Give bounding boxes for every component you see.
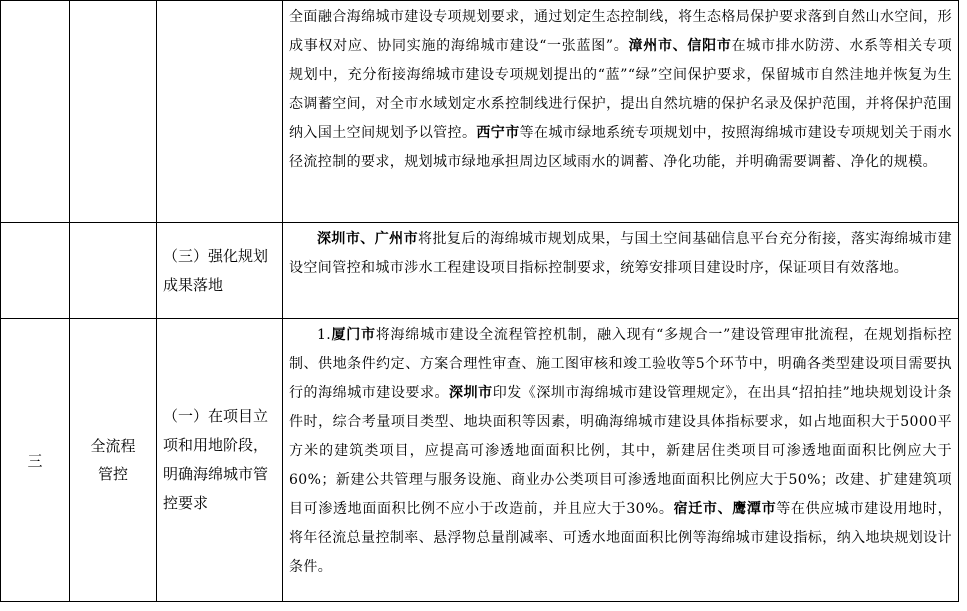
text-run: 1. xyxy=(317,327,332,343)
text-run: 等在城市绿地系统专项规划中，按照海绵城市建设专项规划关于雨水径流控制的要求，规划城市绿地承担周边区域雨水的调蓄、净化功能，并明确需要调蓄、净化的规模。 xyxy=(289,125,953,170)
subsection-label: （三）强化规划成果落地 xyxy=(163,246,269,294)
content-cell xyxy=(283,319,959,602)
table-row xyxy=(1,319,959,602)
section-cell xyxy=(70,223,157,319)
text-run: 全面融合海绵城市建设专项规划要求，通过划定生态控制线，将生态格局保护要求落到自然山水空间，形成事权对应、协同实施的海绵城市建设“一张蓝图”。 xyxy=(289,9,952,54)
row-number: 三 xyxy=(27,451,43,470)
content-cell xyxy=(283,1,959,223)
text-run: 将海绵城市建设全流程管控机制，融入现有“多规合一”建设管理审批流程，在规划指标控制、供地条件约定、方案合理性审查、施工图审核和竣工验收等5个环节中，明确各类型建设项目需要执行的海绵城市建设要求。 xyxy=(289,327,952,401)
subsection-label: （一）在项目立项和用地阶段，明确海绵城市管控要求 xyxy=(163,407,269,512)
city-name: 深圳市、广州市 xyxy=(317,231,419,247)
text-run: 印发《深圳市海绵城市建设管理规定》，在出具“招拍挂”地块规划设计条件时，综合考量项目类型、地块面积等因素，明确海绵城市建设具体指标要求，如占地面积大于5000平方米的建筑类项目，应提高可渗透地面面积比例，其中，新建居住类项目可渗透地面面积比例应大于60%；新建公共管理与服务设施、商业办公类项目可渗透地面面积比例应大于50%；改建、扩建建筑项目可渗透地面面积比例不应小于改造前，并且应大于30%。 xyxy=(289,385,952,517)
city-name: 西宁市 xyxy=(476,125,520,141)
section-title: 全流程管控 xyxy=(90,437,136,483)
city-name: 漳州市、信阳市 xyxy=(628,38,732,54)
row-number-cell xyxy=(1,1,70,223)
text-run: 等在供应城市建设用地时，将年径流总量控制率、悬浮物总量削减率、可透水地面面积比例等海绵城市建设指标，纳入地块规划设计条件。 xyxy=(289,501,952,575)
section-cell xyxy=(70,1,157,223)
row-number-cell xyxy=(1,319,70,602)
row-number-cell xyxy=(1,223,70,319)
table-row xyxy=(1,1,959,223)
section-cell xyxy=(70,319,157,602)
city-name: 厦门市 xyxy=(331,327,376,343)
content-paragraph xyxy=(283,223,958,283)
city-name: 深圳市 xyxy=(449,385,493,401)
content-paragraph xyxy=(283,1,958,177)
text-run: 将批复后的海绵城市规划成果，与国土空间基础信息平台充分衔接，落实海绵城市建设空间管控和城市涉水工程建设项目指标控制要求，统筹安排项目建设时序，保证项目有效落地。 xyxy=(289,231,952,276)
sublabel-cell xyxy=(157,1,283,223)
city-name: 宿迁市、鹰潭市 xyxy=(673,501,777,517)
sublabel-cell xyxy=(157,319,283,602)
sublabel-cell xyxy=(157,223,283,319)
content-paragraph xyxy=(283,319,958,582)
text-run: 在城市排水防涝、水系等相关专项规划中，充分衔接海绵城市建设专项规划提出的“蓝”“绿”空间保护要求，保留城市自然洼地并恢复为生态调蓄空间，对全市水域划定水系控制线进行保护，提出自然坑塘的保护名录及保护范围，并将保护范围纳入国土空间规划予以管控。 xyxy=(289,38,953,141)
content-cell xyxy=(283,223,959,319)
table-row xyxy=(1,223,959,319)
